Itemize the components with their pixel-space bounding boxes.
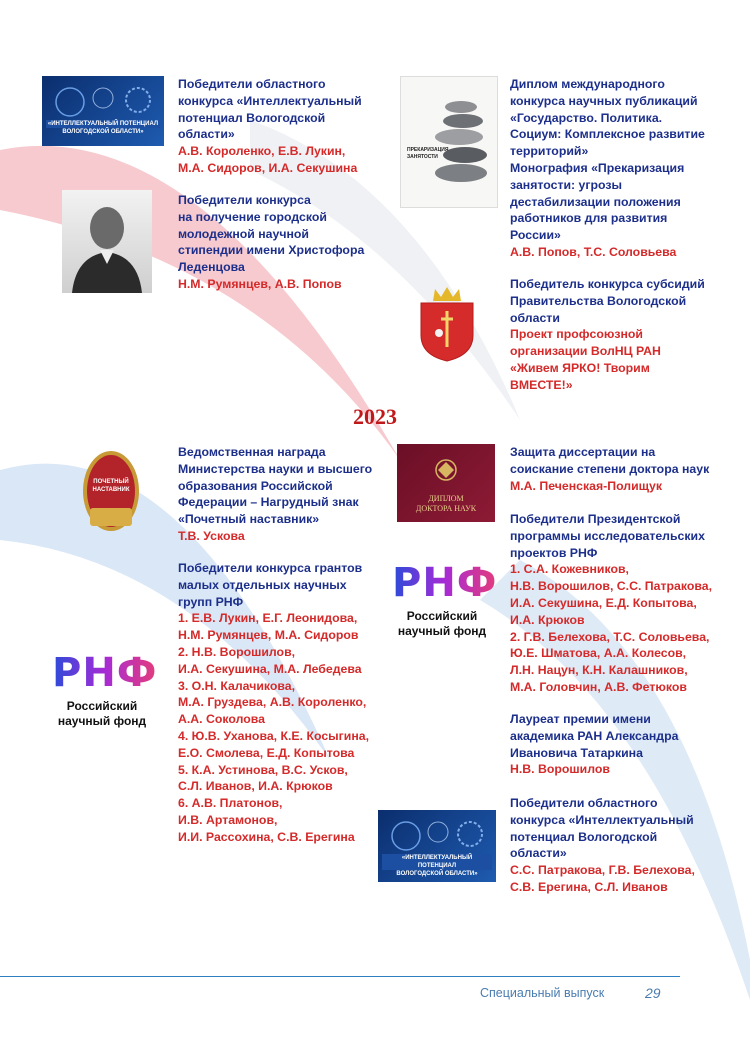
award-title: Ведомственная награда Министерства науки и высшего образования Российской Федерации – Нагрудный знак «Почетный наставник» (178, 445, 373, 527)
book-cover-image (400, 76, 498, 208)
award-title: Победители конкурса грантов малых отдельных научных групп РНФ (178, 561, 363, 609)
honorary-mentor-badge-image (80, 448, 142, 534)
shield-crown-icon (415, 285, 479, 363)
badge-line2: НАСТАВНИК (92, 487, 130, 493)
award-names: А.В. Попов, Т.С. Соловьева (510, 244, 677, 259)
award-block-international-diploma (510, 76, 705, 261)
book-title-line2: ЗАНЯТОСТИ (407, 154, 438, 160)
award-title: Победители конкурса на получение городской молодежной научной стипендии имени Христофора Леденцова (178, 193, 365, 275)
award-block-tatarkin-prize (510, 711, 678, 778)
footer-label: Специальный выпуск (480, 986, 605, 1000)
award-title: Победители Президентской программы исследовательских проектов РНФ (510, 512, 705, 560)
book-title-line1: ПРЕКАРИЗАЦИЯ (407, 147, 449, 153)
award-block-regional-contest (178, 76, 362, 177)
banner-title: «ИНТЕЛЛЕКТУАЛЬНЫЙ ПОТЕНЦИАЛ (382, 854, 492, 870)
page-number: 29 (645, 985, 661, 1001)
award-title: Победители областного конкурса «Интеллектуальный потенциал Вологодской области» (510, 796, 694, 861)
banner-subtitle: ВОЛОГОДСКОЙ ОБЛАСТИ» (62, 129, 144, 135)
diploma-line1: ДИПЛОМ (428, 494, 464, 503)
award-block-subsidy-contest (510, 276, 705, 394)
portrait-photo (62, 190, 152, 293)
award-names: 1. С.А. Кожевников, Н.В. Ворошилов, С.С. Патракова, И.А. Секушина, Е.Д. Копытова, И.А. Крюков 2. Г.В. Белехова, Т.С. Соловьева, Ю.Е. Шматова, А.А. Колесов, Л.Н. Нацун, К.Н. Калашников, М.А. Головчин, А.В. Фетюков (510, 562, 713, 694)
award-title: Победители областного конкурса «Интеллектуальный потенциал Вологодской области» (178, 77, 362, 142)
rnf-logo-word: РНФ (52, 650, 158, 696)
badge-line1: ПОЧЕТНЫЙ (93, 479, 129, 485)
diploma-line2: ДОКТОРА НАУК (415, 504, 477, 513)
award-names: Т.В. Ускова (178, 528, 245, 543)
award-names: С.С. Патракова, Г.В. Белехова, С.В. Ерегина, С.Л. Иванов (510, 863, 695, 894)
doctoral-diploma-image (397, 444, 495, 522)
award-block-rnf-small-groups (178, 560, 369, 846)
award-names: Н.В. Ворошилов (510, 762, 610, 777)
banner-title: «ИНТЕЛЛЕКТУАЛЬНЫЙ ПОТЕНЦИАЛ (47, 121, 159, 127)
award-block-city-scholarship (178, 192, 364, 293)
award-title: Победитель конкурса субсидий Правительства Вологодской области (510, 277, 705, 325)
award-block-regional-contest-2023 (510, 795, 695, 896)
footer-divider (0, 976, 680, 977)
award-names: М.А. Печенская-Полищук (510, 478, 663, 493)
award-names: Проект профсоюзной организации ВолНЦ РАН «Живем ЯРКО! Творим ВМЕСТЕ!» (510, 327, 661, 392)
portrait-silhouette (62, 190, 152, 293)
contest-banner-image-bottom (378, 810, 496, 882)
award-names: А.В. Короленко, Е.В. Лукин, М.А. Сидоров, И.А. Секушина (178, 144, 358, 175)
award-block-ministry-award (178, 444, 372, 545)
contest-banner-image (42, 76, 164, 146)
rnf-logo-middle (392, 560, 497, 606)
rnf-caption-middle: Российский научный фонд (397, 609, 487, 638)
banner-subtitle: ВОЛОГОДСКОЙ ОБЛАСТИ» (396, 871, 478, 877)
award-block-dissertation (510, 444, 709, 494)
award-title: Защита диссертации на соискание степени доктора наук (510, 445, 710, 476)
rnf-caption-left: Российский научный фонд (57, 699, 147, 728)
award-block-presidential-program (510, 511, 712, 696)
award-title: Диплом международного конкурса научных публикаций «Государство. Политика. Социум: Комплексное развитие территорий» Монография «Прекаризация занятости: угрозы дестабилизации положения работников для развития России» (510, 77, 705, 243)
year-heading: 2023 (353, 404, 397, 429)
award-names: 1. Е.В. Лукин, Е.Г. Леонидова, Н.М. Румянцев, М.А. Сидоров 2. Н.В. Ворошилов, И.А. Секушина, М.А. Лебедева 3. О.Н. Калачикова, М.А. Груздева, А.В. Короленко, А.А. Соколова 4. Ю.В. Уханова, К.Е. Косыгина, Е.О. Смолева, Е.Д. Копытова 5. К.А. Устинова, В.С. Усков, С.Л. Иванов, И.А. Крюков 6. А.В. Платонов, И.В. Артамонов, И.И. Рассохина, С.В. Ерегина (178, 611, 370, 844)
coat-of-arms-image (415, 285, 479, 363)
rnf-logo-left (52, 650, 157, 696)
award-title: Лауреат премии имени академика РАН Александра Ивановича Татаркина (510, 712, 679, 760)
award-names: Н.М. Румянцев, А.В. Попов (178, 276, 342, 291)
stone-stack-icon (401, 77, 497, 207)
rnf-logo-word: РНФ (392, 560, 498, 606)
